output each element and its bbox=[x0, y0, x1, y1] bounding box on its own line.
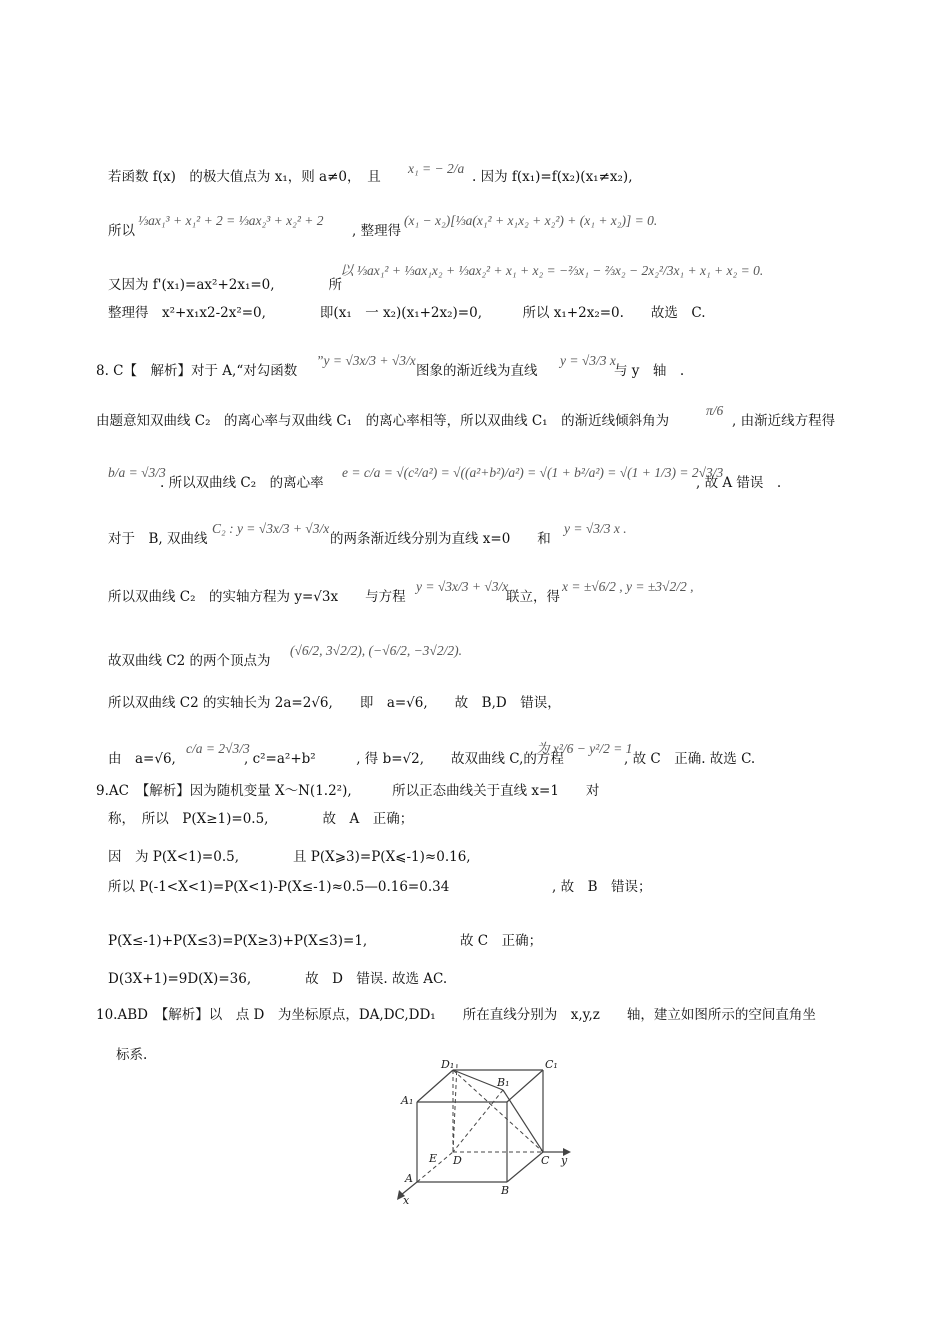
cube-diagram bbox=[395, 1030, 575, 1205]
text-line: 称， 所以 P(X≥1)=0.5, 故 A 正确； bbox=[108, 811, 414, 827]
math-expression: π/6 bbox=[706, 403, 724, 418]
label-b: B bbox=[501, 1184, 510, 1197]
label-x-axis: x bbox=[403, 1194, 410, 1205]
text-line: , 故 B 错误； bbox=[552, 879, 652, 895]
text-line: 若函数 f(x) 的极大值点为 x₁，则 a≠0， 且 bbox=[108, 169, 381, 185]
text-line: 整理得 x²+x₁x2-2x²=0, 即(x₁ 一 x₂)(x₁+2x₂)=0, 所以 x₁+2x₂=0. 故选 C. bbox=[108, 305, 706, 321]
math-expression: 以 ⅓ax₁² + ⅓ax₁x₂ + ⅓ax₂² + x₁ + x₂ = −⅔x₁ − ⅔x₂ − 2x₂²/3x₁ + x₁ + x₂ = 0. bbox=[340, 263, 764, 278]
text-line: 8. C【 解析】对于 A,“对勾函数 bbox=[96, 363, 298, 379]
cube-coordinate-figure bbox=[395, 1030, 575, 1205]
math-expression: y = √3/3 x . bbox=[564, 521, 627, 536]
text-line: D(3X+1)=9D(X)=36, 故 D 错误. 故选 AC. bbox=[108, 971, 448, 987]
text-line: 所以 bbox=[108, 223, 135, 239]
text-line: 标系. bbox=[116, 1047, 148, 1063]
label-d: D bbox=[453, 1154, 462, 1167]
text-line: , 故 A 错误 . bbox=[696, 475, 782, 491]
text-line: , c²=a²+b² , 得 b=√2, 故双曲线 C,的方程 bbox=[244, 751, 564, 767]
math-expression: x = ±√6/2 , y = ±3√2/2 , bbox=[562, 579, 694, 594]
math-expression: x₁ = − 2/a bbox=[408, 161, 465, 176]
text-line: 因 为 P(X<1)=0.5, 且 P(X⩾3)=P(X⩽-1)≈0.16, bbox=[108, 849, 471, 865]
math-expression: 为 x²/6 − y²/2 = 1 bbox=[536, 741, 633, 756]
label-c: C bbox=[541, 1154, 550, 1167]
text-line: 9.AC 【解析】因为随机变量 X～N(1.2²), 所以正态曲线关于直线 x=1 对 bbox=[96, 783, 600, 799]
text-line: 由 a=√6, bbox=[108, 751, 176, 767]
text-line: 由题意知双曲线 C₂ 的离心率与双曲线 C₁ 的离心率相等，所以双曲线 C₁ 的渐近线倾斜角为 bbox=[96, 413, 670, 429]
label-a1: A₁ bbox=[401, 1094, 414, 1107]
text-line: 10.ABD 【解析】以 点 D 为坐标原点，DA,DC,DD₁ 所在直线分别为 x,y,z 轴，建立如图所示的空间直角坐 bbox=[96, 1007, 816, 1023]
math-expression: e = c/a = √(c²/a²) = √((a²+b²)/a²) = √(1 + b²/a²) = √(1 + 1/3) = 2√3/3 bbox=[342, 465, 724, 480]
math-expression: y = √3x/3 + √3/x bbox=[416, 579, 509, 594]
text-line: . 所以双曲线 C₂ 的离心率 bbox=[160, 475, 324, 491]
math-expression: c/a = 2√3/3 bbox=[186, 741, 250, 756]
label-c1: C₁ bbox=[545, 1058, 558, 1071]
text-line: 故 C 正确； bbox=[460, 933, 543, 949]
label-b1: B₁ bbox=[497, 1076, 510, 1089]
label-d1: D₁ bbox=[441, 1058, 455, 1071]
text-line: 所以双曲线 C2 的实轴长为 2a=2√6, 即 a=√6, 故 B,D 错误， bbox=[108, 695, 561, 711]
text-line: 图象的渐近线为直线 bbox=[416, 363, 538, 379]
text-line: , 整理得 bbox=[352, 223, 402, 239]
text-line: 对于 B, 双曲线 bbox=[108, 531, 208, 547]
text-line: 联立，得 bbox=[506, 589, 560, 605]
text-line: 所以 P(-1<X<1)=P(X<1)-P(X≤-1)≈0.5—0.16=0.34 bbox=[108, 879, 450, 895]
math-expression: (√6/2, 3√2/2), (−√6/2, −3√2/2). bbox=[290, 643, 462, 658]
text-line: 故双曲线 C2 的两个顶点为 bbox=[108, 653, 271, 669]
text-line: 所以双曲线 C₂ 的实轴方程为 y=√3x 与方程 bbox=[108, 589, 406, 605]
label-e: E bbox=[429, 1152, 438, 1165]
text-line: 又因为 f'(x₁)=ax²+2x₁=0, 所 bbox=[108, 277, 343, 293]
math-expression: (x₁ − x₂)[⅓a(x₁² + x₁x₂ + x₂²) + (x₁ + x₂)] = 0. bbox=[404, 213, 658, 228]
math-expression: y = √3/3 x bbox=[560, 353, 616, 368]
math-expression: ”y = √3x/3 + √3/x bbox=[316, 353, 416, 368]
math-expression: C₂ : y = √3x/3 + √3/x bbox=[212, 521, 330, 536]
text-line: P(X≤-1)+P(X≤3)=P(X≥3)+P(X≤3)=1, bbox=[108, 933, 368, 949]
math-expression: b/a = √3/3 bbox=[108, 465, 166, 480]
math-expression: ⅓ax₁³ + x₁² + 2 = ⅓ax₂³ + x₂² + 2 bbox=[138, 213, 324, 228]
label-a: A bbox=[405, 1172, 413, 1185]
label-y-axis: y bbox=[561, 1154, 568, 1167]
text-line: , 由渐近线方程得 bbox=[732, 413, 836, 429]
text-line: 与 y 轴 . bbox=[614, 363, 685, 379]
text-line: 的两条渐近线分别为直线 x=0 和 bbox=[330, 531, 551, 547]
text-line: . 因为 f(x₁)=f(x₂)(x₁≠x₂), bbox=[472, 169, 633, 185]
text-line: , 故 C 正确. 故选 C. bbox=[624, 751, 756, 767]
